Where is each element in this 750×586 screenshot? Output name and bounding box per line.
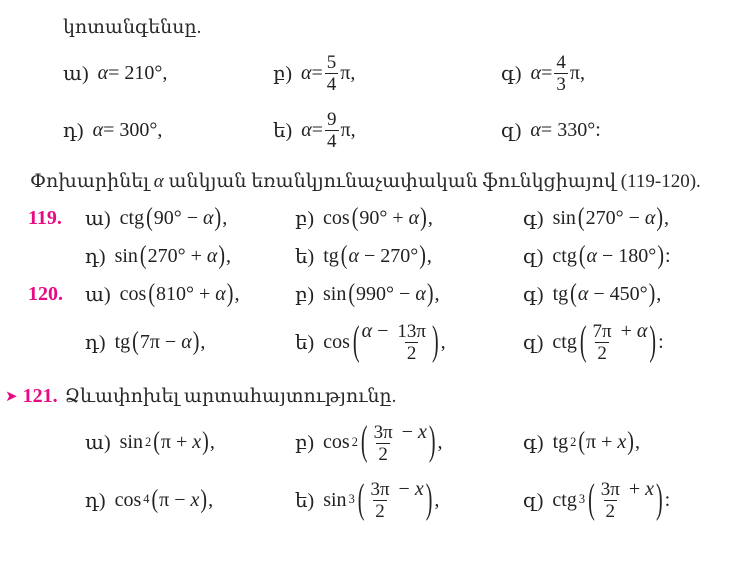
right-paren: ) (431, 318, 439, 364)
formula: ctg 3 ( $\frac{3\pi}{2}$ + x ) : (552, 476, 671, 523)
fraction (372, 422, 395, 466)
paren-group (578, 320, 658, 365)
right-paren: ) (627, 427, 634, 457)
fraction-numerator: 13π (397, 321, 426, 343)
paren-group (578, 241, 665, 271)
paren-content (159, 489, 199, 512)
exercise-item (295, 421, 523, 466)
paren-content (156, 283, 226, 306)
fraction-numerator: 7π (592, 321, 612, 343)
formula (119, 279, 240, 309)
formula: sin 3 ( $\frac{3\pi}{2}$ − x ) , (323, 476, 440, 523)
exercise-row (0, 421, 750, 466)
formula (323, 320, 445, 365)
item-label: զ) (501, 119, 522, 142)
formula-variable: x (645, 478, 654, 501)
formula-variable: α (577, 283, 589, 306)
formula-text: , (200, 330, 206, 353)
right-paren: ) (656, 476, 663, 522)
formula-variable: α (361, 320, 373, 343)
fraction-numerator: 9 (327, 108, 337, 130)
formula-variable: α (97, 62, 109, 85)
formula-text: , (209, 431, 215, 454)
paren-content (586, 431, 626, 454)
formula-text: π + (586, 431, 618, 454)
formula-text: 990° − (356, 283, 416, 306)
function-name: sin (114, 245, 138, 268)
formula-variable: α (408, 207, 420, 230)
item-label: գ) (523, 432, 544, 455)
formula-text: : (664, 245, 671, 268)
paren-group (340, 241, 427, 271)
formula-text: , (226, 245, 232, 268)
formula-text: = (541, 62, 553, 85)
exercise-item (295, 203, 523, 233)
exercise-item (295, 320, 523, 365)
left-paren: ( (577, 203, 585, 233)
item-label: գ) (523, 208, 544, 231)
formula-text: 810° + (155, 283, 216, 306)
formula-variable: α (215, 283, 226, 306)
paren-content (161, 431, 201, 454)
formula: sin 2 ( π + x ) , (119, 427, 215, 457)
formula (119, 203, 228, 233)
paren-content (578, 283, 648, 306)
right-paren: ) (428, 419, 436, 465)
function-name: tg (552, 283, 569, 306)
formula-variable: x (417, 420, 427, 443)
exercise-row (0, 52, 750, 96)
formula-text: , (664, 207, 670, 230)
exercise-item (523, 241, 750, 271)
function-name: cos (323, 431, 350, 454)
paren-content (587, 245, 657, 268)
left-paren: ( (578, 241, 586, 271)
item-label: զ) (523, 246, 544, 269)
exercise-block-container (0, 203, 750, 523)
item-label: ե) (273, 119, 293, 142)
fraction (395, 321, 428, 365)
formula-variable: α (415, 283, 426, 306)
formula-text: , (440, 330, 446, 353)
fraction (591, 321, 614, 365)
formula-text: , (427, 207, 433, 230)
left-paren: ( (579, 318, 587, 364)
fraction-numerator: 5 (326, 52, 337, 73)
function-name: ctg (119, 207, 145, 230)
formula (93, 119, 163, 142)
right-paren: ) (202, 427, 209, 457)
alpha-symbol: α (153, 171, 164, 193)
fraction-denominator: 4 (326, 74, 337, 96)
item-label: ա) (85, 208, 111, 231)
formula (323, 203, 433, 233)
function-name: sin (323, 283, 347, 306)
fraction (554, 52, 568, 96)
fraction-denominator: 2 (375, 501, 385, 523)
formula-text: , (208, 488, 214, 511)
fraction-numerator: 3π (370, 479, 390, 501)
left-paren: ( (352, 318, 360, 364)
function-name: sin (323, 488, 347, 511)
paren-group (147, 279, 234, 309)
right-paren: ) (226, 279, 234, 309)
exercise-item (85, 427, 295, 457)
exercise-item (273, 52, 501, 96)
paren-group (586, 478, 665, 523)
item-label: դ) (85, 489, 106, 512)
paren-content (362, 320, 430, 365)
item-label: բ) (273, 63, 293, 86)
left-paren: ( (151, 485, 159, 515)
formula-variable: x (414, 478, 424, 501)
formula (114, 327, 206, 356)
formula: tg 2 ( π + x ) , (552, 427, 640, 457)
formula-variable: α (301, 118, 312, 141)
left-paren: ( (588, 476, 595, 522)
formula-text: = 210°, (108, 62, 168, 85)
right-paren: ) (649, 318, 657, 364)
formula-variable: α (644, 207, 656, 230)
formula-text: , (634, 431, 640, 454)
function-name: tg (114, 330, 131, 353)
fraction-denominator: 2 (406, 343, 417, 365)
left-paren: ( (357, 476, 365, 522)
instruction-text (30, 170, 750, 193)
fraction (325, 109, 339, 153)
item-label: դ) (85, 331, 106, 354)
fraction-numerator: 4 (556, 52, 566, 73)
pointer-arrow-icon: ➤ (5, 388, 18, 405)
paren-content (356, 283, 426, 306)
item-label: ա) (85, 432, 111, 455)
formula-variable: α (348, 245, 359, 268)
formula-text: − 450° (588, 283, 648, 306)
fraction-denominator: 2 (605, 501, 616, 523)
exercise-block (0, 385, 750, 523)
exercise-block (0, 52, 750, 152)
formula-text: π + (160, 431, 193, 454)
item-label: ե) (295, 489, 315, 512)
right-paren: ) (426, 279, 434, 309)
formula-text: = 300°, (103, 118, 163, 141)
right-paren: ) (419, 241, 426, 271)
function-name: ctg (552, 245, 577, 268)
function-name: tg (552, 431, 569, 454)
formula-variable: α (181, 330, 192, 353)
paren-group (351, 203, 428, 233)
fraction (599, 479, 622, 523)
exercise-block-container (0, 52, 750, 152)
paren-content (140, 331, 192, 354)
paren-group (356, 478, 435, 523)
function-name: tg (323, 245, 339, 268)
right-paren: ) (420, 203, 427, 233)
right-paren: ) (648, 279, 656, 309)
formula (552, 203, 670, 233)
function-name: sin (552, 207, 576, 230)
right-paren: ) (200, 485, 208, 515)
exercise-item (295, 478, 523, 523)
formula-variable: α (586, 245, 598, 268)
paren-group (145, 203, 222, 233)
exercise-row (0, 320, 750, 365)
paren-group (577, 203, 664, 233)
formula: cos 4 ( π − x ) , (114, 485, 214, 515)
formula (98, 62, 168, 85)
formula (552, 320, 663, 365)
formula-text: , (222, 207, 228, 230)
formula (301, 52, 355, 96)
fraction-denominator: 4 (327, 130, 337, 152)
exercise-block (0, 279, 750, 365)
formula-text: , (437, 431, 443, 454)
instruction-text-part: Փոխարինել (30, 171, 154, 193)
formula-text: , (434, 283, 440, 306)
formula-text: − (372, 320, 394, 343)
paren-content (597, 478, 654, 523)
left-paren: ( (351, 203, 359, 233)
exercise-item (85, 241, 295, 271)
exercise-item (295, 241, 523, 271)
formula (323, 279, 440, 309)
formula-text: , (656, 283, 662, 306)
formula-variable: x (192, 431, 202, 454)
exercise-row (0, 279, 750, 309)
exercise-item (85, 327, 295, 356)
exercise-item (523, 203, 750, 233)
formula-text: − 270° (358, 245, 419, 268)
fraction (325, 52, 339, 96)
formula-variable: α (301, 62, 312, 85)
right-paren: ) (656, 203, 664, 233)
paren-content (348, 245, 418, 268)
formula-text: = (311, 62, 323, 85)
formula-text: 270° + (147, 245, 207, 268)
fraction-numerator: 3π (373, 421, 393, 443)
left-paren: ( (570, 279, 577, 309)
formula (552, 241, 671, 271)
formula-text: π − (159, 488, 191, 511)
item-label: բ) (295, 432, 315, 455)
paren-group (139, 241, 226, 271)
fraction-denominator: 3 (556, 74, 566, 96)
item-label: ա) (63, 63, 89, 86)
paren-content (359, 207, 419, 230)
function-name: cos (323, 330, 350, 353)
right-paren: ) (657, 241, 664, 271)
item-label: գ) (501, 63, 522, 86)
right-paren: ) (192, 327, 200, 356)
formula-text: + (615, 320, 637, 343)
exercise-item (523, 427, 750, 457)
right-paren: ) (425, 476, 433, 522)
formula-text: 270° − (585, 207, 645, 230)
fraction-denominator: 2 (378, 443, 388, 465)
exercise-number: 120. (28, 283, 63, 306)
formula-text: π, (340, 62, 356, 85)
exercise-item (295, 279, 523, 309)
right-paren: ) (218, 241, 226, 271)
formula-text: , (234, 283, 240, 306)
function-name: sin (119, 431, 143, 454)
item-label: ե) (295, 246, 315, 269)
item-label: ա) (85, 284, 111, 307)
paren-content (370, 421, 427, 466)
paren-content (366, 478, 423, 523)
formula (552, 279, 662, 309)
item-label: զ) (523, 489, 544, 512)
item-label: բ) (295, 208, 315, 231)
left-paren: ( (148, 279, 155, 309)
left-paren: ( (340, 241, 348, 271)
exercise-row (0, 203, 750, 233)
formula-text: 90° + (359, 207, 409, 230)
exercise-item (63, 118, 273, 143)
left-paren: ( (348, 279, 356, 309)
formula-text: π, (569, 62, 585, 85)
formula-variable: α (636, 320, 648, 343)
formula-text: − (393, 478, 415, 501)
formula-text: + (623, 478, 646, 501)
formula-text: 7π − (139, 330, 182, 353)
exercise-item (85, 485, 295, 515)
exercise-item (85, 203, 295, 233)
formula-text: : (658, 330, 664, 353)
item-label: ե) (295, 331, 315, 354)
paren-content (586, 207, 656, 230)
function-name: ctg (552, 488, 577, 511)
exercise-row (0, 109, 750, 153)
exercise-number: 119. (28, 207, 62, 230)
left-paren: ( (578, 427, 586, 457)
item-label: զ) (523, 331, 544, 354)
exercise-row (0, 478, 750, 523)
exercise-header-text: Ձևափոխել արտահայտությունը. (64, 385, 397, 407)
function-name: ctg (552, 330, 577, 353)
formula (530, 119, 600, 142)
exercise-header (5, 385, 750, 408)
formula-text: = 330°: (540, 118, 601, 141)
formula-variable: x (190, 488, 200, 511)
formula-text: , (434, 488, 440, 511)
left-paren: ( (360, 419, 368, 465)
left-paren: ( (146, 203, 153, 233)
formula-variable: α (530, 118, 541, 141)
function-name: cos (114, 488, 142, 511)
formula-variable: α (92, 118, 104, 141)
paren-content (154, 207, 214, 230)
exercise-item (523, 320, 750, 365)
formula-variable: x (617, 431, 627, 454)
left-paren: ( (139, 241, 147, 271)
item-label: գ) (523, 284, 544, 307)
item-label: դ) (63, 119, 84, 142)
exercise-item (523, 279, 750, 309)
formula (301, 109, 355, 153)
exercise-item (85, 279, 295, 309)
formula-variable: α (530, 62, 542, 85)
paren-group (347, 279, 434, 309)
right-paren: ) (214, 203, 222, 233)
function-name: cos (119, 283, 147, 306)
item-label: դ) (85, 246, 106, 269)
paren-content (148, 245, 218, 268)
formula-text: π, (340, 118, 356, 141)
left-paren: ( (153, 427, 160, 457)
paren-group (359, 421, 438, 466)
formula-text: − 180° (597, 245, 657, 268)
exercise-item (63, 61, 273, 86)
formula-text: : (664, 488, 671, 511)
exercise-number: 121. (22, 384, 58, 407)
exercise-item (501, 52, 750, 96)
formula-text: 90° − (153, 207, 204, 230)
paren-group (577, 427, 635, 457)
exercise-item (523, 478, 750, 523)
formula: cos 2 ( $\frac{3\pi}{2}$ − x ) , (323, 419, 443, 465)
paren-content (589, 320, 648, 365)
exercise-item (273, 109, 501, 153)
formula-variable: α (203, 207, 214, 230)
instruction-text-part: անկյան եռանկյունաչափական ֆունկցիայով (119-120). (163, 171, 701, 193)
exercise-block (0, 203, 750, 271)
formula-variable: α (206, 245, 218, 268)
item-label: բ) (295, 284, 315, 307)
fraction (368, 479, 391, 523)
formula-text: − (396, 420, 418, 443)
exercise-row (0, 241, 750, 271)
fraction-denominator: 2 (597, 343, 607, 365)
formula-text: , (426, 245, 432, 268)
formula (531, 52, 585, 96)
formula (323, 241, 432, 271)
paren-group (569, 279, 656, 309)
formula-text: = (311, 118, 323, 141)
formula (114, 241, 232, 271)
intro-text: կոտանգենսը. (63, 17, 202, 38)
exercise-item (501, 118, 750, 143)
fraction-numerator: 3π (600, 479, 620, 501)
left-paren: ( (132, 327, 139, 356)
paren-group (131, 327, 200, 356)
function-name: cos (323, 207, 350, 230)
paren-group (351, 320, 441, 365)
